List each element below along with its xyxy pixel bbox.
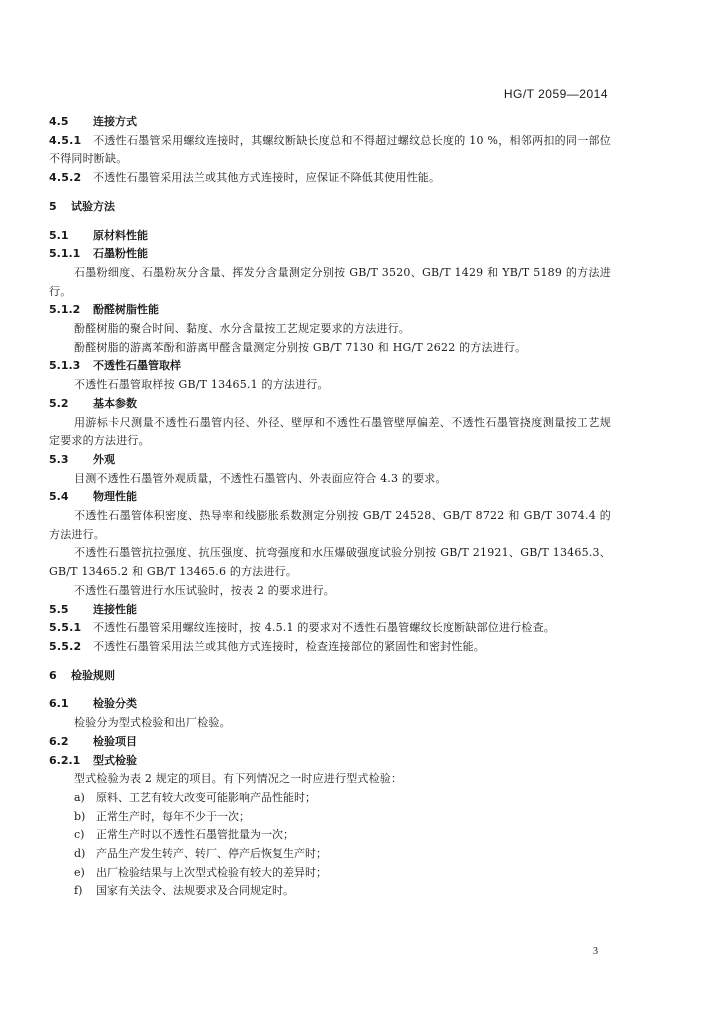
section-title: 石墨粉性能 <box>93 247 148 261</box>
list-item-e <box>49 864 611 883</box>
paragraph: 不透性石墨管取样按 GB/T 13465.1 的方法进行。 <box>74 378 329 392</box>
paragraph: 酚醛树脂的游离苯酚和游离甲醛含量测定分别按 GB/T 7130 和 HG/T 2622 的方法进行。 <box>74 340 527 354</box>
section-title: 不透性石墨管取样 <box>93 359 181 373</box>
section-number: 6.2.1 <box>49 753 81 767</box>
section-number: 5.1.3 <box>49 359 81 373</box>
clause-5-5-2 <box>49 638 611 657</box>
section-number: 6 <box>49 668 57 682</box>
clause-number: 5.5.2 <box>49 639 82 653</box>
list-item-b <box>49 808 611 827</box>
clause-text: 不透性石墨管采用螺纹连接时，其螺纹断缺长度总和不得超过螺纹总长度的 10 %，相邻两扣的同一部位不得同时断缺。 <box>49 133 611 166</box>
section-title: 试验方法 <box>71 199 115 213</box>
list-item-c <box>49 826 611 845</box>
paragraph: 用游标卡尺测量不透性石墨管内径、外径、壁厚和不透性石墨管壁厚偏差、不透性石墨管挠度测量按工艺规定要求的方法进行。 <box>49 415 611 448</box>
heading-5 <box>49 198 611 217</box>
standard-code: HG/T 2059—2014 <box>503 87 608 101</box>
clause-4-5-2 <box>49 169 611 188</box>
section-title: 基本参数 <box>93 396 137 410</box>
list-marker: a) <box>74 790 85 804</box>
section-title: 连接性能 <box>93 602 137 616</box>
section-number: 5.5 <box>49 602 69 616</box>
list-text: 正常生产时，每年不少于一次； <box>96 809 250 823</box>
section-title: 原材料性能 <box>93 228 148 242</box>
section-number: 5 <box>49 199 57 213</box>
section-number: 5.2 <box>49 396 69 410</box>
clause-text: 不透性石墨管采用螺纹连接时，按 4.5.1 的要求对不透性石墨管螺纹长度断缺部位进行检查。 <box>93 621 555 635</box>
paragraph: 目测不透性石墨管外观质量，不透性石墨管内、外表面应符合 4.3 的要求。 <box>74 471 447 485</box>
list-marker: c) <box>74 828 85 842</box>
list-item-f <box>49 882 611 901</box>
clause-text: 不透性石墨管采用法兰或其他方式连接时，检查连接部位的紧固性和密封性能。 <box>93 639 485 653</box>
section-number: 5.1.2 <box>49 303 81 317</box>
clause-number: 5.5.1 <box>49 621 82 635</box>
section-title: 物理性能 <box>93 490 137 504</box>
heading-5-2 <box>49 395 611 414</box>
paragraph: 不透性石墨管体积密度、热导率和线膨胀系数测定分别按 GB/T 24528、GB/T 8722 和 GB/T 3074.4 的方法进行。 <box>49 509 611 541</box>
section-title: 外观 <box>93 452 115 466</box>
section-number: 5.4 <box>49 490 69 504</box>
list-text: 产品生产发生转产、转厂、停产后恢复生产时； <box>96 847 327 861</box>
heading-5-3 <box>49 451 611 470</box>
section-number: 5.1 <box>49 228 69 242</box>
paragraph: 不透性石墨管进行水压试验时，按表 2 的要求进行。 <box>74 583 335 597</box>
section-title: 连接方式 <box>93 115 137 128</box>
heading-5-4 <box>49 488 611 507</box>
clause-4-5-1 <box>49 132 611 169</box>
heading-4-5 <box>49 113 611 132</box>
section-title: 酚醛树脂性能 <box>93 303 159 317</box>
heading-5-1 <box>49 227 611 246</box>
section-number: 5.1.1 <box>49 247 81 261</box>
list-item-a <box>49 789 611 808</box>
heading-5-1-2 <box>49 301 611 320</box>
list-text: 原料、工艺有较大改变可能影响产品性能时； <box>96 790 316 804</box>
page-number: 3 <box>593 946 598 957</box>
paragraph: 型式检验为表 2 规定的项目。有下列情况之一时应进行型式检验： <box>74 772 403 786</box>
paragraph: 检验分为型式检验和出厂检验。 <box>74 716 231 730</box>
section-title: 检验项目 <box>93 734 137 748</box>
heading-5-5 <box>49 601 611 620</box>
list-text: 国家有关法令、法规要求及合同规定时。 <box>96 884 294 898</box>
heading-6-2 <box>49 733 611 752</box>
section-number: 4.5 <box>49 115 69 128</box>
heading-5-1-1 <box>49 245 611 264</box>
list-marker: e) <box>74 865 85 879</box>
list-text: 正常生产时以不透性石墨管批量为一次； <box>96 828 294 842</box>
clause-text: 不透性石墨管采用法兰或其他方式连接时，应保证不降低其使用性能。 <box>93 171 441 185</box>
clause-5-5-1 <box>49 619 611 638</box>
section-title: 检验分类 <box>93 697 137 711</box>
heading-5-1-3 <box>49 357 611 376</box>
page-content <box>49 113 611 901</box>
paragraph: 酚醛树脂的聚合时间、黏度、水分含量按工艺规定要求的方法进行。 <box>74 322 410 336</box>
paragraph: 石墨粉细度、石墨粉灰分含量、挥发分含量测定分别按 GB/T 3520、GB/T 1429 和 YB/T 5189 的方法进行。 <box>49 265 611 298</box>
heading-6-1 <box>49 695 611 714</box>
section-title: 型式检验 <box>93 753 137 767</box>
list-marker: f) <box>74 884 83 898</box>
clause-number: 4.5.1 <box>49 133 82 147</box>
list-marker: b) <box>74 809 86 823</box>
section-number: 5.3 <box>49 452 69 466</box>
section-number: 6.1 <box>49 697 69 711</box>
heading-6-2-1 <box>49 752 611 771</box>
clause-number: 4.5.2 <box>49 171 82 185</box>
section-title: 检验规则 <box>71 668 115 682</box>
heading-6 <box>49 667 611 686</box>
list-item-d <box>49 845 611 864</box>
paragraph: 不透性石墨管抗拉强度、抗压强度、抗弯强度和水压爆破强度试验分别按 GB/T 21921、GB/T 13465.3、GB/T 13465.2 和 GB/T 13465.6 的方法进行。 <box>49 546 611 579</box>
list-marker: d) <box>74 847 86 861</box>
list-text: 出厂检验结果与上次型式检验有较大的差异时； <box>96 865 327 879</box>
section-number: 6.2 <box>49 734 69 748</box>
